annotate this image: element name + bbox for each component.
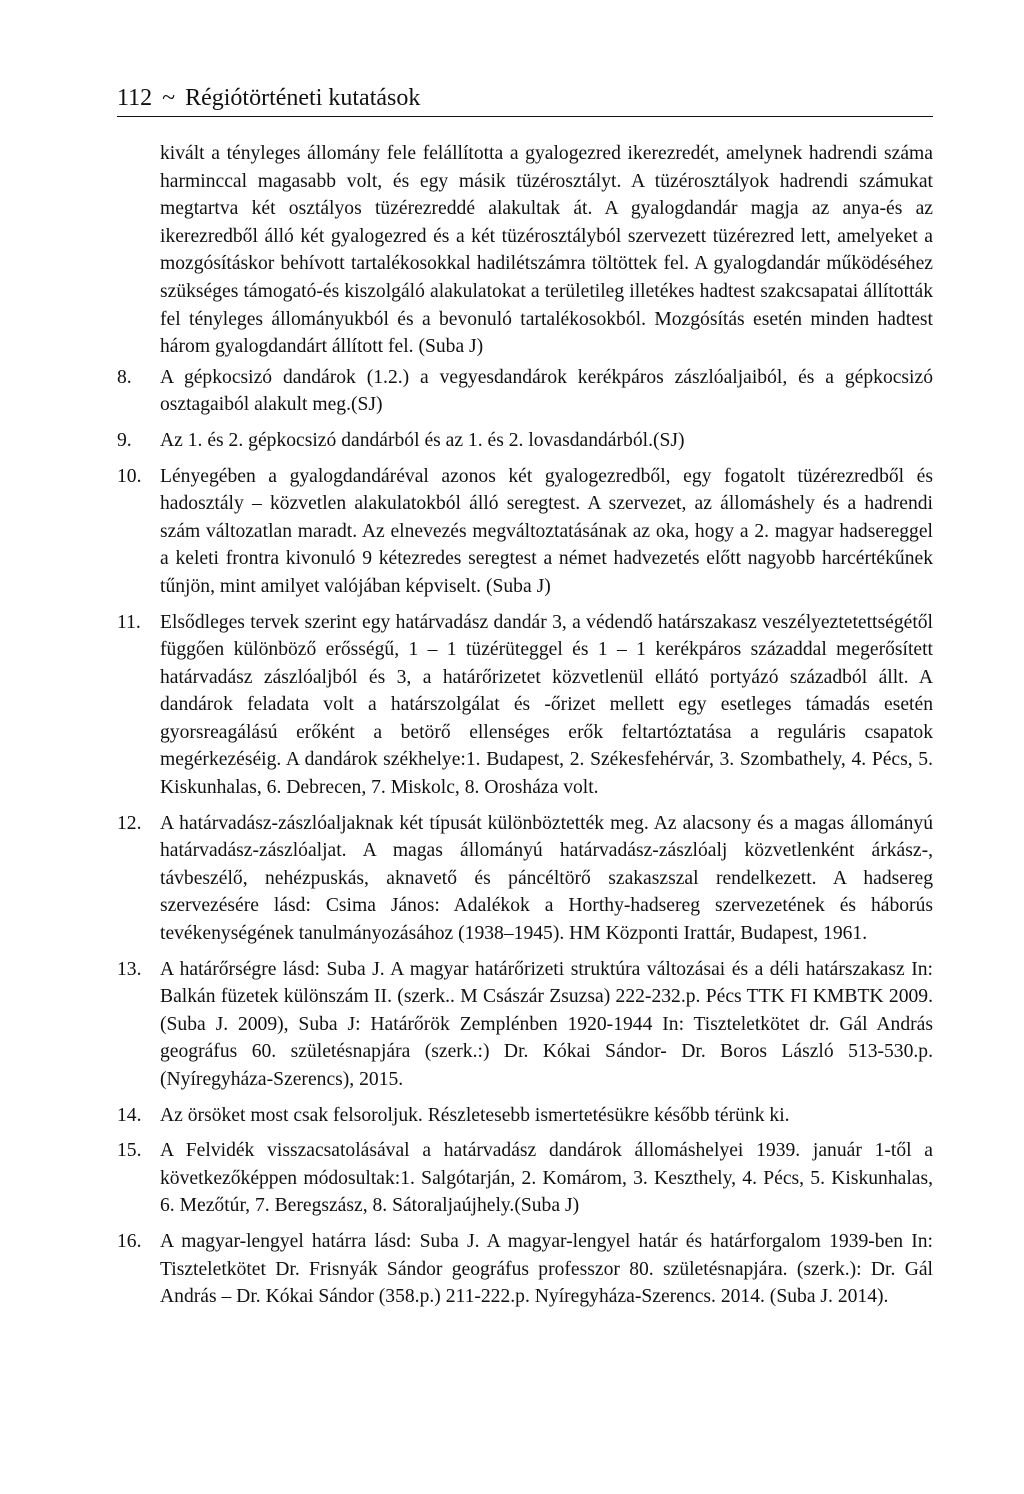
running-title: Régiótörténeti kutatások [185,85,421,111]
continued-note-text: kivált a tényleges állomány fele felállította a gyalogezred ikerezredét, amelynek hadrendi száma harminccal magasabb volt, és egy másik tüzérosztályt. A tüzérosztályok hadrendi számukat megtartva két osztályos tüzérezreddé alakultak át. A gyalogdandár magja az anya-és az ikerezredből álló két gyalogezred és a két tüzérosztályból szervezett tüzérezred lett, amelyeket a mozgósításkor behívott tartalékosokkal hadilétszámra töltöttek fel. A gyalogdandár működéséhez szükséges támogató-és kiszolgáló alakulatokat a területileg illetékes hadtest szakcsapatai állították fel tényleges állományukból és a bevonuló tartalékosokból. Mozgósítás esetén minden hadtest három gyalogdandárt állított fel. (Suba J) [160,143,933,358]
note-13 [117,956,933,1094]
note-text: A határvadász-zászlóaljaknak két típusát különböztették meg. Az alacsony és a magas állományú határvadász-zászlóaljat. A magas állományú határvadász-zászlóalj közvetlenként árkász-, távbeszélő, nehézpuskás, aknavető és páncéltörő szakaszszal rendelkezett. A hadsereg szervezésére lásd: Csima János: Adalékok a Horthy-hadsereg szervezetének és háborús tevékenységének tanulmányozásához (1938–1945). HM Központi Irattár, Budapest, 1961. [160,812,933,945]
note-number: 14. [117,1104,142,1126]
note-number: 16. [117,1230,142,1252]
note-12 [117,810,933,948]
note-number: 9. [117,429,132,451]
note-number: 11. [117,611,141,633]
note-11 [117,609,933,802]
note-16 [117,1228,933,1311]
note-number: 15. [117,1140,142,1162]
note-text: Elsődleges tervek szerint egy határvadász dandár 3, a védendő határszakasz veszélyeztetettségétől függően különböző erősségű, 1 – 1 tüzérüteggel és 1 – 1 kerékpáros századdal megerősített határvadász zászlóaljból és 3, a határőrizetet közvetlenül ellátó portyázó századból állt. A dandárok feladata volt a határszolgálat és -őrizet mellett egy esetleges támadás esetén gyorsreagálású erőként a betörő ellenséges erők feltartóztatása a reguláris csapatok megérkezéséig. A dandárok székhelye:1. Budapest, 2. Székesfehérvár, 3. Szombathely, 4. Pécs, 5. Kiskunhalas, 6. Debrecen, 7. Miskolc, 8. Orosháza volt. [160,611,933,799]
note-number: 12. [117,812,142,834]
note-text: A magyar-lengyel határra lásd: Suba J. A magyar-lengyel határ és határforgalom 1939-ben In: Tiszteletkötet Dr. Frisnyák Sándor geográfus professzor 80. születésnapjára. (szerk.): Dr. Gál András – Dr. Kókai Sándor (358.p.) 211-222.p. Nyíregyháza-Szerencs. 2014. (Suba J. 2014). [160,1230,933,1308]
footnotes-body [117,140,933,1319]
note-text: Az örsöket most csak felsoroljuk. Részletesebb ismertetésükre később térünk ki. [160,1104,790,1126]
note-text: Lényegében a gyalogdandáréval azonos két gyalogezredből, egy fogatolt tüzérezredből és hadosztály – közvetlen alakulatokból álló seregtest. A szervezet, az állomáshely és a hadrendi szám változatlan maradt. Az elnevezés megváltoztatásának az oka, hogy a 2. magyar hadsereggel a keleti frontra kivonuló 9 kétezredes seregtest a német hadvezetés előtt nagyobb harcértékűnek tűnjön, mint amilyet valójában képviselt. (Suba J) [160,465,933,597]
note-15 [117,1137,933,1220]
note-number: 13. [117,958,142,980]
note-text: Az 1. és 2. gépkocsizó dandárból és az 1. és 2. lovasdandárból.(SJ) [160,429,685,451]
note-10 [117,463,933,601]
page-number: 112 [117,85,153,111]
note-text: A gépkocsizó dandárok (1.2.) a vegyesdandárok kerékpáros zászlóaljaiból, és a gépkocsizó osztagaiból alakult meg.(SJ) [160,366,933,416]
note-text: A határőrségre lásd: Suba J. A magyar határőrizeti struktúra változásai és a déli határszakasz In: Balkán füzetek különszám II. (szerk.. M Császár Zsuzsa) 222-232.p. Pécs TTK FI KMBTK 2009. (Suba J. 2009), Suba J: Határőrök Zemplénben 1920-1944 In: Tiszteletkötet dr. Gál András geográfus 60. születésnapjára (szerk.:) Dr. Kókai Sándor- Dr. Boros László 513-530.p. (Nyíregyháza-Szerencs), 2015. [160,958,933,1090]
note-8 [117,364,933,419]
note-number: 8. [117,366,132,388]
note-number: 10. [117,465,142,487]
note-14 [117,1102,933,1130]
header-separator: ~ [162,85,176,111]
note-text: A Felvidék visszacsatolásával a határvadász dandárok állomáshelyei 1939. január 1-től a következőképpen módosultak:1. Salgótarján, 2. Komárom, 3. Keszthely, 4. Pécs, 5. Kiskunhalas, 6. Mezőtúr, 7. Beregszász, 8. Sátoraljaújhely.(Suba J) [160,1140,933,1217]
page-header [117,80,933,117]
note-9 [117,427,933,455]
